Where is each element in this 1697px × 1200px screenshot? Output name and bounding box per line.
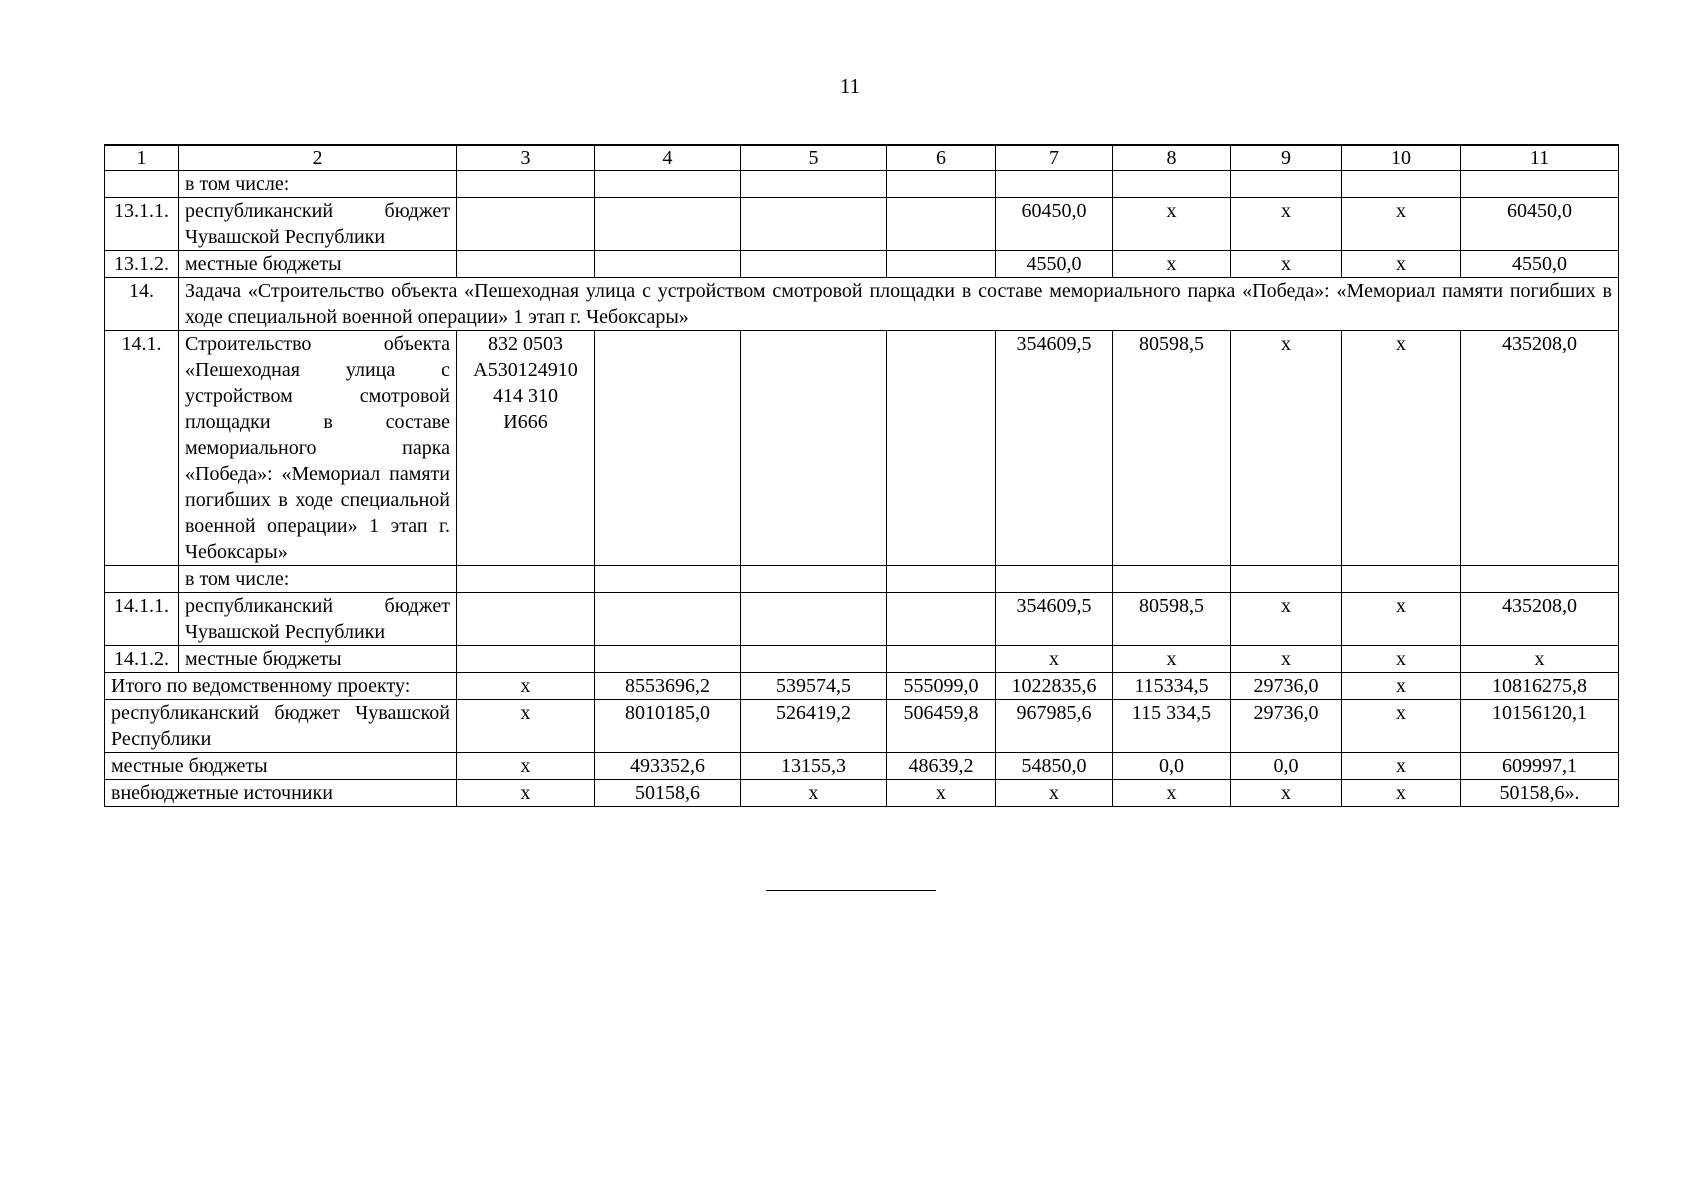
cell: х — [1342, 251, 1461, 278]
object-row — [105, 331, 1619, 566]
cell — [741, 646, 887, 673]
row-number: 14.1.2. — [105, 646, 179, 673]
cell — [741, 593, 887, 646]
cell — [1461, 171, 1619, 198]
cell: х — [1342, 646, 1461, 673]
cell: 435208,0 — [1461, 593, 1619, 646]
budget-table — [104, 144, 1619, 807]
task-text: Задача «Строительство объекта «Пешеходная улица с устройством смотровой площадки в составе мемориального парка «Победа»: «Мемориал памяти погибших в ходе специальной военной операции» 1 этап г. Чебоксары» — [179, 278, 1619, 331]
column-number: 6 — [887, 145, 996, 171]
cell: 1022835,6 — [996, 673, 1113, 700]
cell: 48639,2 — [887, 753, 996, 780]
cell: х — [996, 646, 1113, 673]
cell: 80598,5 — [1113, 331, 1231, 566]
cell: 50158,6 — [595, 780, 741, 807]
cell: 54850,0 — [996, 753, 1113, 780]
cell: х — [996, 780, 1113, 807]
cell: 506459,8 — [887, 700, 996, 753]
cell: 555099,0 — [887, 673, 996, 700]
total-label: республиканский бюджет Чувашской Республики — [105, 700, 457, 753]
cell: х — [1231, 198, 1342, 251]
cell: х — [1342, 198, 1461, 251]
cell: 0,0 — [1231, 753, 1342, 780]
total-row — [105, 700, 1619, 753]
cell — [1342, 171, 1461, 198]
cell: 4550,0 — [996, 251, 1113, 278]
cell: х — [1113, 646, 1231, 673]
cell — [1461, 566, 1619, 593]
cell: 493352,6 — [595, 753, 741, 780]
cell: 50158,6». — [1461, 780, 1619, 807]
cell: 609997,1 — [1461, 753, 1619, 780]
cell: х — [457, 700, 595, 753]
cell — [457, 646, 595, 673]
row-number: 14.1.1. — [105, 593, 179, 646]
cell: 354609,5 — [996, 593, 1113, 646]
cell — [1231, 171, 1342, 198]
cell: х — [1231, 331, 1342, 566]
cell: 539574,5 — [741, 673, 887, 700]
cell: 13155,3 — [741, 753, 887, 780]
table-row — [105, 646, 1619, 673]
cell — [996, 566, 1113, 593]
row-name: республиканский бюджет Чувашской Республики — [179, 593, 457, 646]
cell: 115334,5 — [1113, 673, 1231, 700]
table-row — [105, 171, 1619, 198]
row-number: 13.1.2. — [105, 251, 179, 278]
cell: х — [741, 780, 887, 807]
cell: х — [1231, 780, 1342, 807]
cell — [741, 198, 887, 251]
cell: 80598,5 — [1113, 593, 1231, 646]
cell: х — [457, 753, 595, 780]
cell — [595, 593, 741, 646]
total-row — [105, 753, 1619, 780]
cell — [595, 331, 741, 566]
cell: х — [1342, 753, 1461, 780]
column-number: 4 — [595, 145, 741, 171]
cell: х — [1113, 198, 1231, 251]
column-number: 1 — [105, 145, 179, 171]
cell — [595, 171, 741, 198]
cell — [887, 646, 996, 673]
cell: х — [457, 780, 595, 807]
total-row — [105, 673, 1619, 700]
row-name: местные бюджеты — [179, 251, 457, 278]
total-row — [105, 780, 1619, 807]
cell: х — [1342, 700, 1461, 753]
cell: х — [1342, 780, 1461, 807]
cell — [887, 331, 996, 566]
column-numbers-row — [105, 145, 1619, 171]
column-number: 7 — [996, 145, 1113, 171]
cell: х — [1231, 646, 1342, 673]
row-name: в том числе: — [179, 171, 457, 198]
column-number: 11 — [1461, 145, 1619, 171]
total-label: местные бюджеты — [105, 753, 457, 780]
cell: х — [1113, 780, 1231, 807]
cell: х — [1342, 331, 1461, 566]
cell — [457, 593, 595, 646]
table-row — [105, 251, 1619, 278]
cell: х — [1231, 593, 1342, 646]
column-number: 5 — [741, 145, 887, 171]
cell: 60450,0 — [1461, 198, 1619, 251]
cell: х — [1461, 646, 1619, 673]
row-number: 14.1. — [105, 331, 179, 566]
cell — [457, 251, 595, 278]
column-number: 3 — [457, 145, 595, 171]
cell — [595, 646, 741, 673]
row-number — [105, 171, 179, 198]
cell — [887, 566, 996, 593]
cell: х — [1231, 251, 1342, 278]
cell — [457, 171, 595, 198]
cell: 8553696,2 — [595, 673, 741, 700]
cell — [1231, 566, 1342, 593]
budget-code-line: И666 — [503, 411, 548, 433]
cell: х — [1342, 673, 1461, 700]
row-name: местные бюджеты — [179, 646, 457, 673]
budget-code-line: 414 310 — [493, 385, 558, 407]
table-row — [105, 198, 1619, 251]
row-name: в том числе: — [179, 566, 457, 593]
cell — [887, 171, 996, 198]
cell: 10156120,1 — [1461, 700, 1619, 753]
row-name: республиканский бюджет Чувашской Республики — [179, 198, 457, 251]
cell — [595, 566, 741, 593]
cell — [741, 331, 887, 566]
cell: 10816275,8 — [1461, 673, 1619, 700]
cell: 526419,2 — [741, 700, 887, 753]
cell: х — [1342, 593, 1461, 646]
cell: 0,0 — [1113, 753, 1231, 780]
cell: х — [1113, 251, 1231, 278]
cell: х — [887, 780, 996, 807]
cell: х — [457, 673, 595, 700]
cell — [595, 251, 741, 278]
column-number: 9 — [1231, 145, 1342, 171]
cell — [741, 251, 887, 278]
page-number: 11 — [839, 74, 861, 98]
cell: 8010185,0 — [595, 700, 741, 753]
budget-code — [457, 331, 595, 566]
cell: 115 334,5 — [1113, 700, 1231, 753]
cell: 435208,0 — [1461, 331, 1619, 566]
row-name: Строительство объекта «Пешеходная улица с устройством смотровой площадки в составе мемориального парка «Победа»: «Мемориал памяти погибших в ходе специальной военной операции» 1 этап г. Чебоксары» — [179, 331, 457, 566]
cell — [996, 171, 1113, 198]
table-row — [105, 593, 1619, 646]
budget-code-line: 832 0503 — [488, 333, 563, 355]
task-row — [105, 278, 1619, 331]
cell — [887, 251, 996, 278]
cell: 354609,5 — [996, 331, 1113, 566]
cell — [1113, 171, 1231, 198]
cell — [595, 198, 741, 251]
total-label: внебюджетные источники — [105, 780, 457, 807]
table-row — [105, 566, 1619, 593]
cell — [741, 566, 887, 593]
cell — [887, 593, 996, 646]
cell: 29736,0 — [1231, 700, 1342, 753]
cell: 29736,0 — [1231, 673, 1342, 700]
column-number: 8 — [1113, 145, 1231, 171]
row-number: 14. — [105, 278, 179, 331]
cell — [887, 198, 996, 251]
budget-code-line: А530124910 — [473, 359, 578, 381]
cell: 967985,6 — [996, 700, 1113, 753]
row-number: 13.1.1. — [105, 198, 179, 251]
cell — [741, 171, 887, 198]
column-number: 10 — [1342, 145, 1461, 171]
cell — [457, 566, 595, 593]
footer-separator — [766, 890, 936, 891]
total-label: Итого по ведомственному проекту: — [105, 673, 457, 700]
row-number — [105, 566, 179, 593]
cell: 4550,0 — [1461, 251, 1619, 278]
cell — [457, 198, 595, 251]
cell: 60450,0 — [996, 198, 1113, 251]
cell — [1113, 566, 1231, 593]
cell — [1342, 566, 1461, 593]
column-number: 2 — [179, 145, 457, 171]
